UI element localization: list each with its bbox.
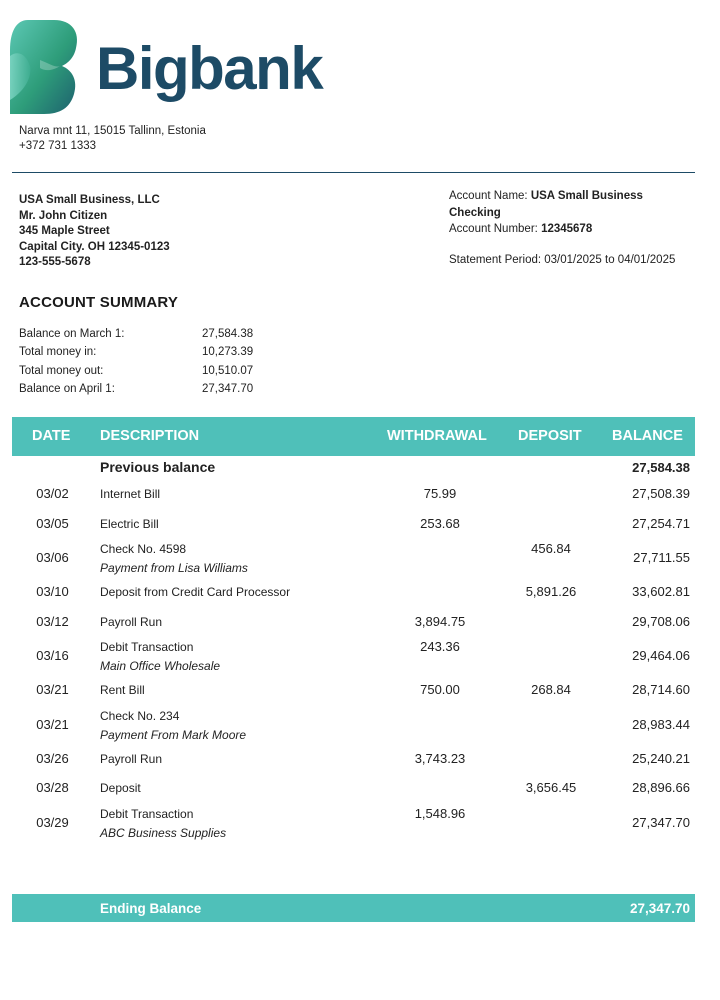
row-date: 03/16	[36, 648, 69, 663]
row-withdrawal: 243.36	[420, 639, 460, 654]
row-date: 03/26	[36, 750, 69, 766]
customer-street: 345 Maple Street	[19, 225, 110, 237]
row-description-main: Deposit	[100, 781, 141, 795]
row-withdrawal: 75.99	[423, 486, 457, 501]
row-date: 03/10	[36, 584, 69, 599]
table-row	[12, 508, 695, 538]
row-withdrawal: 253.68	[420, 515, 460, 531]
account-summary-title: ACCOUNT SUMMARY	[19, 294, 179, 311]
row-deposit: 5,891.26	[525, 584, 577, 599]
row-description-sub: ABC Business Supplies	[100, 825, 227, 840]
row-description-sub: Payment from Lisa Williams	[100, 561, 248, 575]
statement-period-label: Statement Period:	[449, 253, 542, 266]
row-description-main: Internet Bill	[100, 487, 161, 501]
row-description	[100, 683, 145, 697]
row-date: 03/06	[36, 550, 69, 565]
customer-city: Capital City. OH 12345-0123	[19, 240, 170, 253]
row-withdrawal: 3,743.23	[414, 750, 466, 766]
row-balance: 25,240.21	[632, 750, 690, 766]
row-date: 03/12	[36, 613, 69, 629]
account-name-label: Account Name:	[449, 190, 528, 202]
summary-label: Total money out:	[19, 364, 104, 377]
table-row	[12, 537, 695, 576]
row-balance: 28,896.66	[632, 780, 690, 795]
ending-balance-value: 27,347.70	[629, 901, 690, 916]
row-description-main: Payroll Run	[100, 751, 163, 766]
table-row	[12, 478, 695, 508]
row-balance: 27,508.39	[632, 486, 690, 501]
row-balance: 28,983.44	[632, 716, 690, 732]
header-withdrawal: WITHDRAWAL	[387, 428, 487, 444]
summary-row	[19, 380, 253, 398]
summary-label: Total money in:	[19, 346, 97, 359]
customer-company: USA Small Business, LLC	[19, 194, 160, 206]
summary-row	[19, 343, 253, 361]
row-description-main: Check No. 234	[100, 708, 180, 723]
table-row	[12, 743, 695, 773]
row-description	[100, 752, 162, 766]
row-description-sub: Main Office Wholesale	[100, 659, 221, 673]
ending-balance-label: Ending Balance	[100, 901, 202, 916]
row-balance: 29,708.06	[632, 613, 690, 629]
table-row	[12, 674, 695, 704]
bigbank-logo-mark-icon	[10, 20, 80, 114]
statement-period-value: 03/01/2025 to 04/01/2025	[544, 253, 676, 266]
customer-address-block	[19, 193, 170, 271]
transactions-table-body	[12, 456, 695, 841]
row-description-sub: Payment From Mark Moore	[100, 727, 247, 742]
row-description-main: Deposit from Credit Card Processor	[100, 585, 291, 599]
header-balance: BALANCE	[612, 428, 683, 444]
previous-balance-label: Previous balance	[100, 459, 216, 475]
row-withdrawal: 1,548.96	[414, 805, 466, 821]
row-description-main: Payroll Run	[100, 614, 163, 629]
row-description-main: Debit Transaction	[100, 806, 194, 821]
bank-name: Bigbank	[96, 35, 323, 102]
row-balance: 27,711.55	[633, 550, 690, 565]
summary-label: Balance on March 1:	[19, 328, 125, 340]
row-date: 03/29	[36, 814, 69, 830]
table-row	[12, 772, 695, 802]
row-description	[100, 487, 160, 501]
customer-phone: 123-555-5678	[19, 256, 91, 268]
customer-contact: Mr. John Citizen	[19, 209, 108, 222]
table-row	[12, 635, 695, 674]
table-row	[12, 802, 695, 841]
row-description-main: Electric Bill	[100, 516, 159, 531]
row-description	[100, 542, 248, 575]
row-balance: 28,714.60	[632, 682, 690, 697]
row-date: 03/21	[36, 682, 69, 697]
bank-logo	[10, 20, 323, 116]
summary-value: 10,510.07	[202, 364, 254, 377]
row-description-main: Check No. 4598	[100, 542, 187, 556]
previous-balance-value: 27,584.38	[632, 460, 690, 475]
table-row	[12, 704, 695, 743]
row-deposit: 456.84	[531, 541, 571, 556]
account-name-value: USA Small Business Checking	[449, 190, 643, 219]
statement-period	[449, 252, 689, 269]
row-balance: 29,464.06	[632, 648, 690, 663]
row-date: 03/21	[36, 716, 69, 732]
summary-value: 27,584.38	[202, 328, 254, 340]
summary-label: Balance on April 1:	[19, 382, 115, 395]
row-withdrawal: 750.00	[420, 682, 460, 697]
row-balance: 27,347.70	[632, 814, 690, 830]
bank-phone: +372 731 1333	[19, 140, 97, 152]
table-row	[12, 576, 695, 606]
account-info	[449, 188, 689, 268]
header-divider	[12, 172, 695, 173]
account-name	[449, 188, 689, 221]
row-date: 03/28	[36, 780, 69, 795]
account-number	[449, 221, 689, 238]
row-deposit: 268.84	[531, 682, 571, 697]
row-balance: 33,602.81	[632, 584, 690, 599]
row-description	[100, 585, 290, 599]
row-date: 03/05	[36, 515, 69, 531]
account-summary	[19, 325, 253, 398]
previous-balance-row	[12, 456, 695, 478]
summary-row	[19, 362, 253, 380]
account-number-value: 12345678	[541, 223, 593, 235]
row-description	[100, 640, 220, 673]
row-balance: 27,254.71	[632, 515, 690, 531]
transactions-table-header	[12, 417, 695, 456]
row-description	[100, 709, 246, 742]
bank-address	[19, 124, 206, 154]
row-description	[100, 807, 226, 840]
header-deposit: DEPOSIT	[518, 428, 582, 444]
row-date: 03/02	[36, 486, 69, 501]
row-description	[100, 517, 159, 531]
bank-address-line: Narva mnt 11, 15015 Tallinn, Estonia	[19, 125, 206, 137]
ending-balance-row	[12, 894, 695, 922]
row-description	[100, 781, 141, 795]
summary-value: 27,347.70	[202, 382, 254, 395]
row-description-main: Debit Transaction	[100, 640, 194, 654]
row-description-main: Rent Bill	[100, 683, 145, 697]
header-description: DESCRIPTION	[100, 428, 200, 444]
header-date: DATE	[32, 428, 71, 444]
table-row	[12, 606, 695, 636]
row-description	[100, 615, 162, 629]
account-number-label: Account Number:	[449, 223, 538, 235]
summary-row	[19, 325, 253, 343]
row-withdrawal: 3,894.75	[414, 613, 466, 629]
summary-value: 10,273.39	[202, 346, 254, 359]
row-deposit: 3,656.45	[525, 780, 577, 795]
